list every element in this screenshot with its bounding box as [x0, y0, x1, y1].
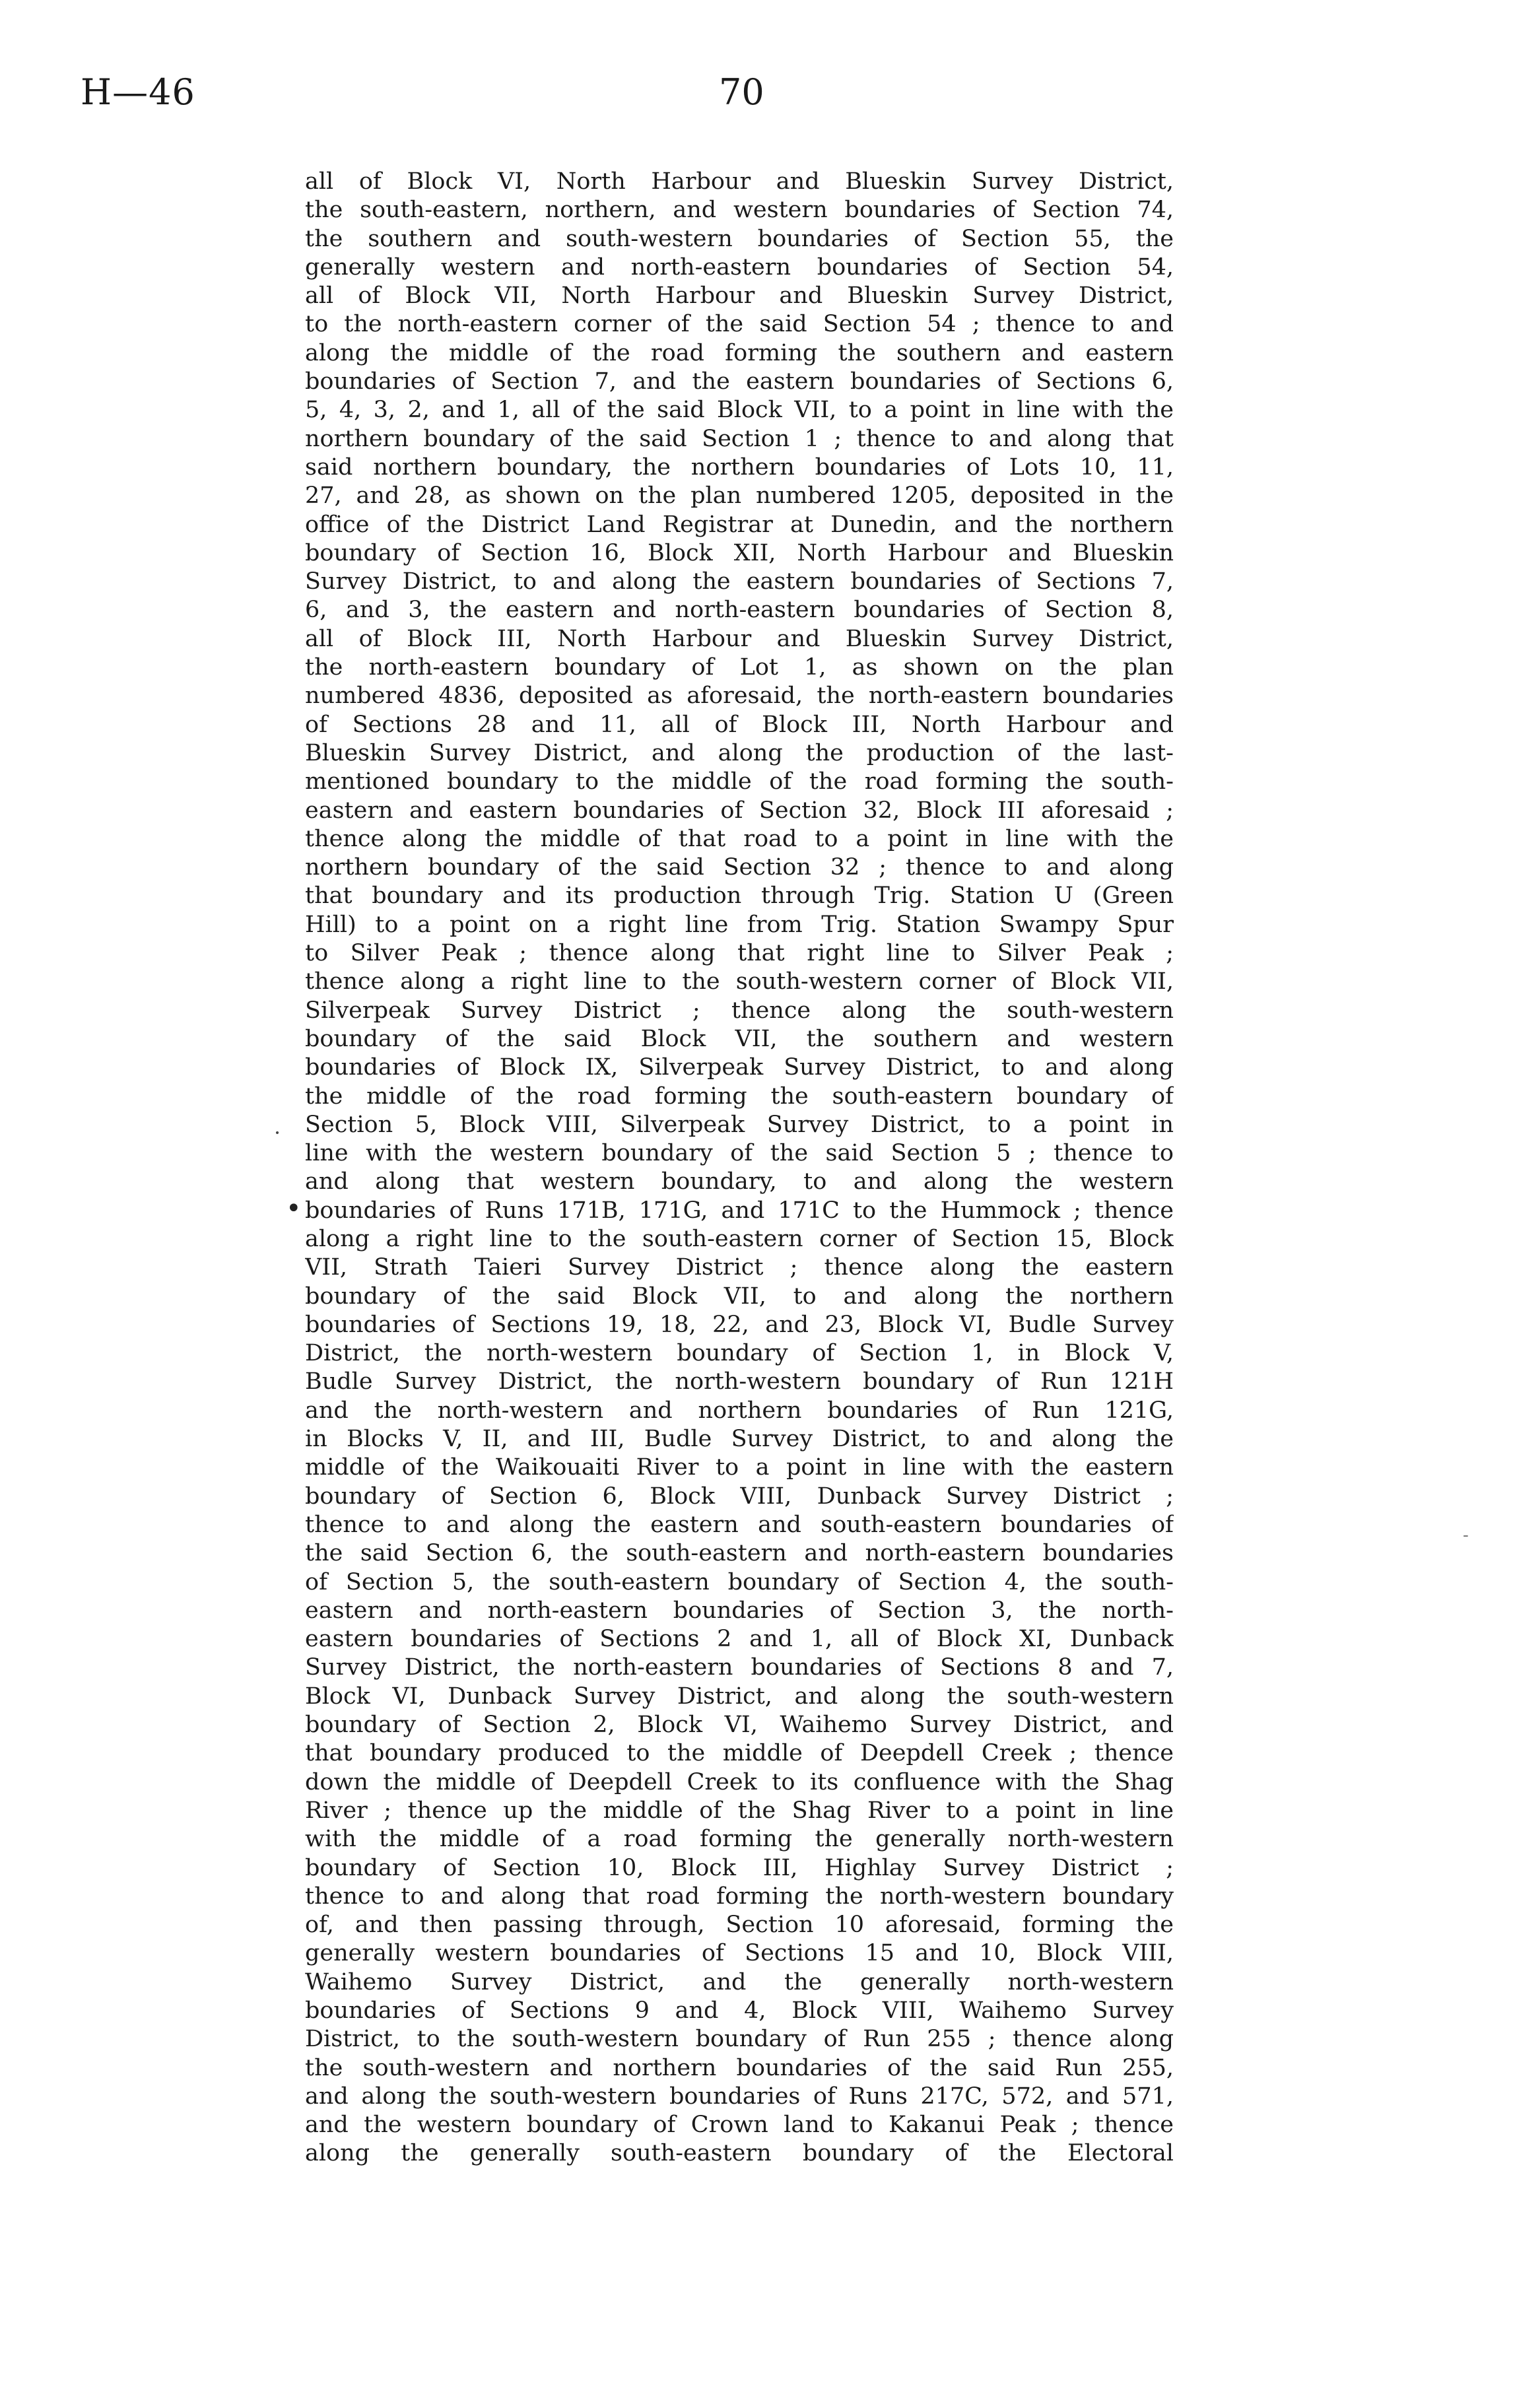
page-number: 70	[719, 71, 764, 113]
text-line: boundary of Section 10, Block III, Highlay Survey District ;	[305, 1854, 1174, 1881]
text-line: Silverpeak Survey District ; thence along the south-western	[305, 997, 1174, 1024]
text-line: thence along the middle of that road to a point in line with the	[305, 825, 1174, 852]
page-header	[0, 73, 1513, 132]
text-line: Survey District, to and along the eastern boundaries of Sections 7,	[305, 568, 1174, 595]
text-line: the south-western and northern boundaries of the said Run 255,	[305, 2054, 1174, 2081]
text-line: with the middle of a road forming the generally north-western	[305, 1826, 1174, 1853]
text-line: all of Block VI, North Harbour and Blueskin Survey District,	[305, 168, 1174, 195]
text-line: Waihemo Survey District, and the generally north-western	[305, 1968, 1174, 1995]
text-line: numbered 4836, deposited as aforesaid, the north-eastern boundaries	[305, 683, 1174, 710]
text-line: of Sections 28 and 11, all of Block III, North Harbour and	[305, 711, 1174, 738]
text-line: VII, Strath Taieri Survey District ; thence along the eastern	[305, 1254, 1174, 1281]
text-line: and the north-western and northern boundaries of Run 121G,	[305, 1397, 1174, 1424]
text-line: line with the western boundary of the said Section 5 ; thence to	[305, 1140, 1174, 1167]
text-line: boundary of Section 2, Block VI, Waihemo Survey District, and	[305, 1712, 1174, 1739]
text-line: eastern and eastern boundaries of Section 32, Block III aforesaid ;	[305, 797, 1174, 824]
text-line: boundaries of Sections 19, 18, 22, and 23, Block VI, Budle Survey	[305, 1311, 1174, 1338]
text-line: along the middle of the road forming the southern and eastern	[305, 339, 1174, 366]
text-line: mentioned boundary to the middle of the road forming the south-	[305, 768, 1174, 795]
text-line: along the generally south-eastern boundary of the Electoral	[305, 2140, 1174, 2167]
margin-dot: ·	[274, 1120, 281, 1145]
margin-bullet: •	[286, 1193, 302, 1224]
text-line: northern boundary of the said Section 32 ; thence to and along	[305, 854, 1174, 881]
text-line: Blueskin Survey District, and along the production of the last-	[305, 739, 1174, 766]
text-line: boundaries of Runs 171B, 171G, and 171C to the Hummock ; thence	[305, 1197, 1174, 1224]
text-line: all of Block VII, North Harbour and Blueskin Survey District,	[305, 283, 1174, 310]
text-line: the south-eastern, northern, and western boundaries of Section 74,	[305, 197, 1174, 224]
text-line: boundary of Section 6, Block VIII, Dunback Survey District ;	[305, 1483, 1174, 1510]
text-line: that boundary produced to the middle of Deepdell Creek ; thence	[305, 1740, 1174, 1767]
text-line: and the western boundary of Crown land to Kakanui Peak ; thence	[305, 2112, 1174, 2139]
document-reference: H—46	[81, 71, 195, 113]
text-line: of Section 5, the south-eastern boundary of Section 4, the south-	[305, 1568, 1174, 1595]
text-line: District, the north-western boundary of Section 1, in Block V,	[305, 1340, 1174, 1367]
text-line: eastern boundaries of Sections 2 and 1, all of Block XI, Dunback	[305, 1626, 1174, 1653]
text-line: boundaries of Sections 9 and 4, Block VIII, Waihemo Survey	[305, 1997, 1174, 2024]
text-line: along a right line to the south-eastern corner of Section 15, Block	[305, 1225, 1174, 1252]
text-line: to Silver Peak ; thence along that right line to Silver Peak ;	[305, 940, 1174, 967]
text-line: boundaries of Block IX, Silverpeak Survey District, to and along	[305, 1054, 1174, 1081]
text-line: the southern and south-western boundaries of Section 55, the	[305, 225, 1174, 252]
text-line: office of the District Land Registrar at Dunedin, and the northern	[305, 511, 1174, 538]
text-line: River ; thence up the middle of the Shag River to a point in line	[305, 1797, 1174, 1824]
text-line: 27, and 28, as shown on the plan numbered 1205, deposited in the	[305, 483, 1174, 510]
text-line: Hill) to a point on a right line from Trig. Station Swampy Spur	[305, 911, 1174, 938]
text-line: eastern and north-eastern boundaries of Section 3, the north-	[305, 1597, 1174, 1624]
text-line: thence to and along that road forming the north-western boundary	[305, 1883, 1174, 1910]
text-line: 5, 4, 3, 2, and 1, all of the said Block VII, to a point in line with the	[305, 397, 1174, 424]
margin-dash: -	[1463, 1525, 1469, 1545]
text-line: Block VI, Dunback Survey District, and along the south-western	[305, 1683, 1174, 1710]
text-line: generally western boundaries of Sections 15 and 10, Block VIII,	[305, 1940, 1174, 1967]
text-line: of, and then passing through, Section 10 aforesaid, forming the	[305, 1912, 1174, 1939]
text-line: Section 5, Block VIII, Silverpeak Survey District, to a point in	[305, 1111, 1174, 1138]
text-line: and along the south-western boundaries of Runs 217C, 572, and 571,	[305, 2083, 1174, 2110]
text-line: District, to the south-western boundary of Run 255 ; thence along	[305, 2026, 1174, 2053]
text-line: boundaries of Section 7, and the eastern boundaries of Sections 6,	[305, 368, 1174, 395]
text-line: middle of the Waikouaiti River to a point in line with the eastern	[305, 1454, 1174, 1481]
text-line: boundary of the said Block VII, to and along the northern	[305, 1283, 1174, 1310]
text-line: generally western and north-eastern boundaries of Section 54,	[305, 253, 1174, 281]
text-line: that boundary and its production through Trig. Station U (Green	[305, 883, 1174, 910]
text-line: all of Block III, North Harbour and Blueskin Survey District,	[305, 625, 1174, 652]
text-line: the said Section 6, the south-eastern and north-eastern boundaries	[305, 1540, 1174, 1567]
text-line: boundary of the said Block VII, the southern and western	[305, 1025, 1174, 1052]
text-line: 6, and 3, the eastern and north-eastern boundaries of Section 8,	[305, 597, 1174, 624]
text-line: thence to and along the eastern and south-eastern boundaries of	[305, 1511, 1174, 1538]
text-line: the middle of the road forming the south-eastern boundary of	[305, 1083, 1174, 1110]
text-line: thence along a right line to the south-western corner of Block VII,	[305, 968, 1174, 995]
text-line: in Blocks V, II, and III, Budle Survey District, to and along the	[305, 1426, 1174, 1453]
text-line: Survey District, the north-eastern boundaries of Sections 8 and 7,	[305, 1654, 1174, 1681]
text-line: down the middle of Deepdell Creek to its confluence with the Shag	[305, 1768, 1174, 1795]
text-line: northern boundary of the said Section 1 ; thence to and along that	[305, 425, 1174, 452]
text-line: said northern boundary, the northern boundaries of Lots 10, 11,	[305, 453, 1174, 481]
text-line: boundary of Section 16, Block XII, North Harbour and Blueskin	[305, 539, 1174, 566]
body-text	[305, 168, 1174, 2168]
text-line: to the north-eastern corner of the said Section 54 ; thence to and	[305, 311, 1174, 338]
text-line: Budle Survey District, the north-western boundary of Run 121H	[305, 1368, 1174, 1395]
text-line: the north-eastern boundary of Lot 1, as shown on the plan	[305, 654, 1174, 681]
text-line: and along that western boundary, to and along the western	[305, 1168, 1174, 1195]
